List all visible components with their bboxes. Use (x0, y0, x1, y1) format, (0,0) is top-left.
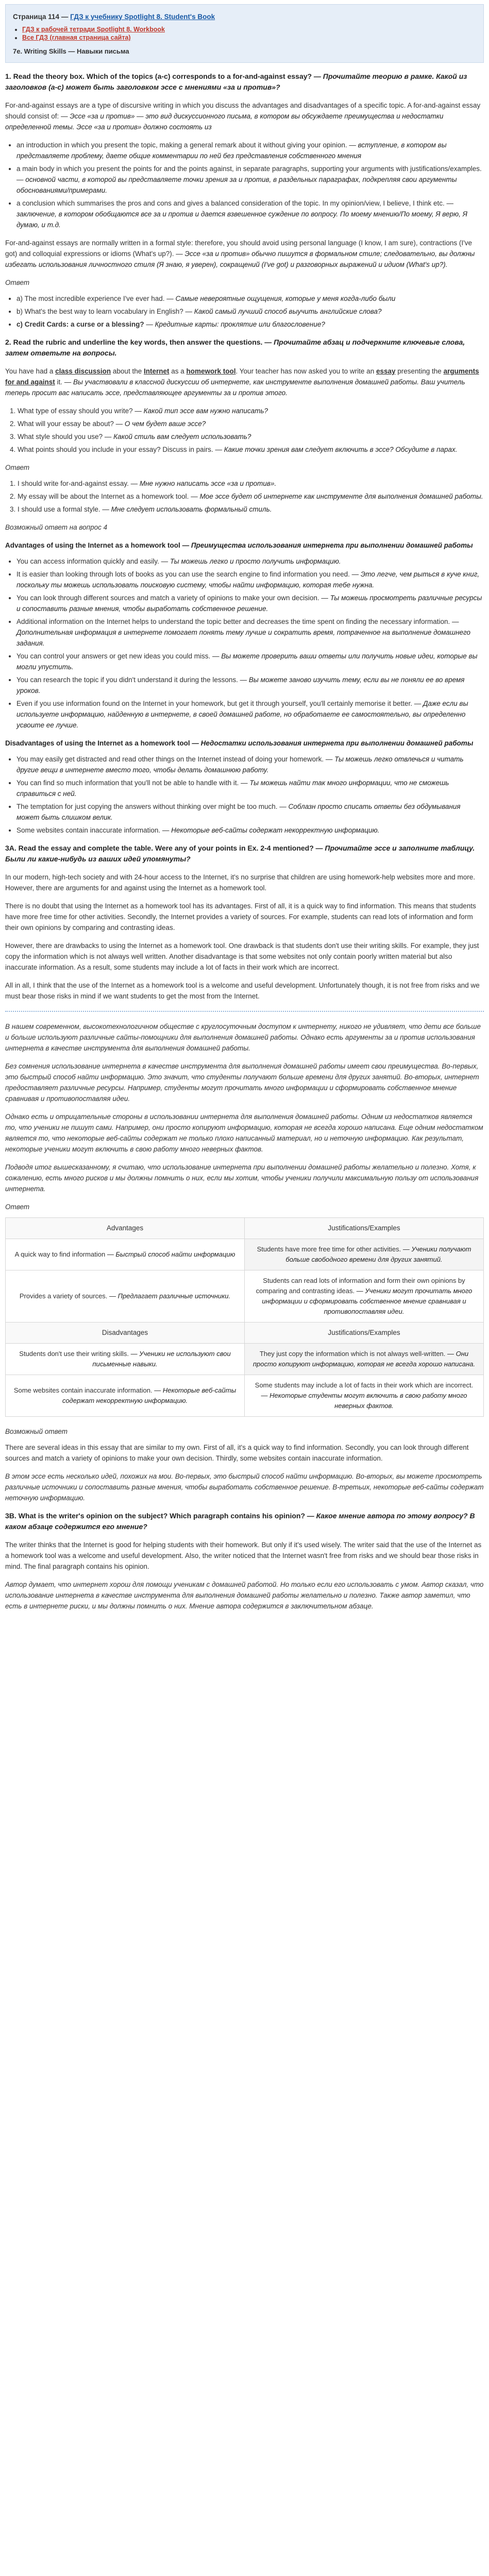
table-cell (245, 1344, 484, 1375)
table-cell (6, 1270, 245, 1323)
text-en: My essay will be about the Internet as a homework tool. (18, 493, 189, 500)
text-ru: — Самые невероятные ощущения, которые у меня когда-либо были (166, 295, 396, 302)
essay-translation-paragraph: В нашем современном, высокотехнологичном обществе с круглосуточным доступом к интернету, никого не удивляет, что дети все больше и больше используют различные сайты-помощники для выполнения домашней работы. Однако есть аргументы за и против использования интернета в качестве инструмента для выполнения домашней работы. (5, 1023, 481, 1052)
text-en: . Your teacher has now asked you to write an (235, 367, 376, 375)
advantages-list (5, 556, 484, 731)
table-cell (245, 1270, 484, 1323)
list-item (16, 198, 484, 230)
list-item (18, 504, 484, 515)
list-item (16, 801, 484, 823)
text-ru: — Недостатки использования интернета при выполнении домашней работы (192, 739, 474, 747)
table-cell (245, 1375, 484, 1417)
list-item (16, 592, 484, 614)
ex2-answers (5, 478, 484, 515)
essay-paragraph: There is no doubt that using the Internet as a homework tool has its advantages. First of all, it is a quick way to find information. This means that students have more free time for other activities. Secondly, the Internet provides a variety of sources. For example, students can read lots of information and form their own opinions by comparing and contrasting ideas. (5, 902, 476, 931)
list-item (16, 825, 484, 836)
ex1-question-en: 1. Read the theory box. Which of the topics (a-c) corresponds to a for-and-against essay? (5, 72, 312, 80)
text-en: about the (111, 367, 144, 375)
page-content (5, 0, 484, 1634)
text-ru: — Кредитные карты: проклятие или благословение? (146, 320, 325, 328)
ex2-question-ru: — Прочитайте абзац и подчеркните ключевые слова, затем ответьте на вопросы. (5, 338, 465, 357)
text-ru: — Ты можешь легко и просто получить информацию. (161, 557, 341, 565)
text-en: Students don't use their writing skills. (19, 1350, 129, 1358)
text-en: You can find so much information that you'll not be able to handle with it. (16, 779, 239, 787)
text-en: a main body in which you present the points for and the points against, in separate paragraphs, supporting your arguments with justifications/examples. (16, 165, 482, 173)
text-ru: — Вы можете проверить ваши ответы или получить новые идеи, которые вы могли упустить. (16, 652, 478, 671)
text-en: Disadvantages of using the Internet as a homework tool (5, 739, 190, 747)
ex2-question-en: 2. Read the rubric and underline the key words, then answer the questions. (5, 338, 263, 346)
advantages-heading (5, 540, 484, 551)
ex3a-question-en: 3A. Read the essay and complete the table. Were any of your points in Ex. 2-4 mentioned? (5, 844, 314, 852)
text-en: What will your essay be about? (18, 420, 114, 428)
ex3a-question-ru: — Прочитайте эссе и заполните таблицу. Были ли какие-нибудь из ваших идей упомянуты? (5, 844, 475, 863)
essay-paragraph: All in all, I think that the use of the Internet as a homework tool is a welcome and useful development. Unfortunately though, it is not free from risks and we must bear those risks in mind if we want students to get the most from the Internet. (5, 981, 480, 1000)
text-ru: — Преимущества использования интернета при выполнении домашней работы (182, 541, 473, 549)
column-header-disadvantages: Disadvantages (6, 1323, 245, 1344)
possible-answer-label: Возможный ответ (5, 1428, 68, 1435)
text-en: For-and-against essays are a type of discursive writing in which you discuss the advantages and disadvantages of a specific topic. A for-and-against essay should consist of: (5, 101, 481, 120)
dotted-divider (5, 1011, 484, 1012)
textbook-link[interactable]: ГДЗ к учебнику Spotlight 8. Student's Book (70, 13, 215, 21)
essay-paragraph: In our modern, high-tech society and with 24-hour access to the Internet, it's no surprise that children are using homework-help websites more and more. However, there are arguments for and against using the Internet as a homework tool. (5, 873, 476, 892)
text-en: Additional information on the Internet helps to understand the topic better and decreases the time spent on finding the necessary information. (16, 618, 450, 625)
text-ru: — Ученики получают больше свободного времени для других занятий. (285, 1245, 471, 1263)
text-ru: — Мне следует использовать формальный стиль. (102, 505, 272, 513)
ex1-theory-list (5, 140, 484, 230)
ex3b-question-ru: — Какое мнение автора по этому вопросу? В каком абзаце содержится его мнение? (5, 1512, 475, 1531)
text-ru: — Предлагает различные источники. (109, 1292, 231, 1300)
table-cell (6, 1375, 245, 1417)
list-item (18, 444, 484, 455)
table-cell (245, 1239, 484, 1270)
text-en: A quick way to find information (14, 1250, 106, 1258)
ex1-theory-p1 (5, 100, 484, 132)
text-ru: — Мое эссе будет об интернете как инструменте для выполнения домашней работы. (191, 493, 483, 500)
text-en: Provides a variety of sources. (19, 1292, 108, 1300)
column-header-justifications: Justifications/Examples (245, 1218, 484, 1239)
text-ru: — Соблазн просто списать ответы без обдумывания может быть слишком велик. (16, 803, 461, 821)
ex1-theory-p2 (5, 238, 484, 270)
list-item (16, 777, 484, 799)
text-ru: — Какой самый лучший способ выучить английские слова? (185, 308, 382, 315)
page-header-box (5, 4, 484, 63)
text-en: Some websites contain inaccurate information. (16, 826, 161, 834)
text-ru: — О чем будет ваше эссе? (115, 420, 206, 428)
text-ru: — Ты можешь просмотреть различные ресурсы и сопоставить разные мнения, чтобы выработать собственное решение. (16, 594, 482, 613)
list-item (18, 431, 484, 442)
text-ru: — Ты можешь найти так много информации, что не сможешь справиться с ней. (16, 779, 449, 798)
ex1-options (5, 293, 484, 330)
ex3b-question (5, 1511, 484, 1532)
text-en: it. (55, 378, 63, 386)
text-ru: — Некоторые веб-сайты содержат некорректную информацию. (162, 826, 380, 834)
text-ru: — Даже если вы используете информацию, найденную в интернете, в своей домашней работе, но обработаете ее самостоятельно, вы определенно усвоите ее лучше. (16, 700, 468, 729)
list-item (18, 405, 484, 416)
text-en: You have had a (5, 367, 56, 375)
column-header-justifications: Justifications/Examples (245, 1323, 484, 1344)
ex3b-answer-ru: Автор думает, что интернет хорош для помощи ученикам с домашней работой. Но только если его использовать с умом. Автор сказал, что использование интернета в качестве инструмента для выполнения домашней работы желательно и полезно. Также автор заметил, что есть в интернете риски, и мы должны помнить о них. Мнение автора содержится в заключительном абзаце. (5, 1581, 484, 1610)
essay-translation-paragraph: Без сомнения использование интернета в качестве инструмента для выполнения домашней работы имеет свои преимущества. Во-первых, это быстрый способ найти информацию. Это значит, что студенты получают больше времени для других занятий. Во-вторых, интернет предоставляет различные ресурсы. Например, студенты могут прочитать много информации и сформировать собственное мнение сравнивая и противопоставляя идеи. (5, 1062, 479, 1103)
disadvantages-list (5, 754, 484, 836)
text-en: You can access information quickly and easily. (16, 557, 159, 565)
ex1-question (5, 71, 484, 93)
text-en: Advantages of using the Internet as a homework tool (5, 541, 180, 549)
list-item (22, 34, 476, 41)
ex2-question (5, 337, 484, 359)
list-item (22, 26, 476, 33)
text-en: b) What's the best way to learn vocabulary in English? (16, 308, 183, 315)
essay-paragraph: However, there are drawbacks to using the Internet as a homework tool. One drawback is that students don't use their writing skills. For example, they just copy the information which is not always well written. Another disadvantage is that some websites not only contain poorly written material but also inaccurate information. As a result, some students may include a lot of facts in their work which are incorrect. (5, 942, 479, 971)
answer-label: Ответ (5, 1203, 30, 1211)
table-row (6, 1344, 484, 1375)
column-header-advantages: Advantages (6, 1218, 245, 1239)
list-item (16, 698, 484, 731)
text-en: I should use a formal style. (18, 505, 100, 513)
list-item (16, 163, 484, 196)
text-en: presenting the (395, 367, 444, 375)
text-en: What style should you use? (18, 433, 103, 440)
text-ru: — Они просто копируют информацию, которая не всегда хорошо написана. (252, 1350, 476, 1368)
ex2-questions (5, 405, 484, 455)
table-header-row (6, 1218, 484, 1239)
text-en: Students can read lots of information and form their own opinions by comparing and contrasting ideas. (256, 1277, 465, 1295)
text-en: Even if you use information found on the Internet in your homework, but get it through yourself, you'll certainly memorise it better. (16, 700, 412, 707)
essay-translation-paragraph: Подводя итог вышесказанному, я считаю, что использование интернета при выполнении домашней работы желательно и полезно. Хотя, к сожалению, есть много рисков и мы должны помнить о них, если мы хотим, чтобы ученики получили максимальную пользу от использования интернета. (5, 1163, 479, 1193)
text-en: It is easier than looking through lots of books as you can use the search engine to find information you need. (16, 570, 350, 578)
workbook-link[interactable]: ГДЗ к рабочей тетради Spotlight 8. Workbook (22, 26, 165, 33)
list-item (16, 293, 484, 304)
section-title: 7e. Writing Skills — Навыки письма (13, 47, 129, 55)
correct-option-en: c) Credit Cards: a curse or a blessing? (16, 320, 144, 328)
answer-label: Ответ (5, 279, 30, 286)
list-item (16, 569, 484, 590)
page-title (13, 13, 476, 21)
essay-translation-paragraph: Однако есть и отрицательные стороны в использовании интернета для выполнения домашней работы. Одним из недостатков является то, что ученики не пишут сами. Например, они просто копируют информацию, которая не всегда хорошо написана. Еще одним недостатком является то, что некоторые веб-сайты содержат не только плохо написанный материал, но и неточную информацию. Как результат, некоторые ученики могут включить в свою работу много неверных фактов. (5, 1113, 483, 1153)
text-ru: — Некоторые студенты могут включить в свою работу много неверных фактов. (261, 1392, 467, 1410)
page-label: Страница 114 — (13, 13, 69, 21)
text-en: You may easily get distracted and read other things on the Internet instead of doing your homework. (16, 755, 324, 763)
list-item (16, 306, 484, 317)
text-ru: — вступление, в котором вы представляете проблему, даете общие комментарии по ней без представления собственного мнения (16, 141, 447, 160)
text-ru: — Некоторые веб-сайты содержат некорректную информацию. (62, 1386, 237, 1404)
text-en: You can control your answers or get new ideas you could miss. (16, 652, 211, 660)
list-item (18, 478, 484, 489)
text-en: They just copy the information which is not always well-written. (259, 1350, 446, 1358)
list-item (16, 616, 484, 649)
text-ru: — Какой тип эссе вам нужно написать? (134, 407, 268, 415)
ex3b-question-en: 3B. What is the writer's opinion on the subject? Which paragraph contains his opinion? (5, 1512, 306, 1520)
key-word: class discussion (55, 367, 111, 375)
list-item (18, 491, 484, 502)
text-en: I should write for-and-against essay. (18, 480, 129, 487)
disadvantages-heading (5, 738, 484, 749)
text-en: For-and-against essays are normally written in a formal style: therefore, you should avoid using personal language (I know, I am sure), contractions (I've got) and colloquial expressions or idioms (What's up?). (5, 239, 473, 258)
text-en: You can research the topic if you didn't understand it during the lessons. (16, 676, 238, 684)
text-ru: — Вы участвовали в классной дискуссии об интернете, как инструменте выполнения домашней работы. Ваш учитель теперь просит вас написать эссе, представляющее аргументы за и против этого. (5, 378, 465, 397)
ex1-question-ru: — Прочитайте теорию в рамке. Какой из заголовков (a-c) может быть заголовком эссе с мнениями «за и против»? (5, 72, 467, 91)
text-en: Some websites contain inaccurate information. (13, 1386, 153, 1394)
text-en: Students have more free time for other activities. (257, 1245, 401, 1253)
text-ru: — Какой стиль вам следует использовать? (104, 433, 251, 440)
text-en: Some students may include a lot of facts in their work which are incorrect. (255, 1381, 474, 1389)
table-row (6, 1239, 484, 1270)
table-header-row (6, 1323, 484, 1344)
table-cell (6, 1239, 245, 1270)
related-links (22, 26, 476, 41)
text-en: as a (169, 367, 187, 375)
text-en: an introduction in which you present the topic, making a general remark about it without giving your opinion. (16, 141, 347, 149)
text-ru: — Ученики не используют свои письменные навыки. (92, 1350, 231, 1368)
list-item (16, 319, 484, 330)
ex3a-question (5, 843, 484, 865)
text-ru: — Эссе «за и против» — это вид дискуссионного письма, в котором вы обсуждаете преимущества и недостатки определенной темы. Эссе «за и против» должно состоять из (5, 112, 444, 131)
list-item (18, 418, 484, 429)
list-item (16, 556, 484, 567)
list-item (16, 651, 484, 672)
list-item (16, 674, 484, 696)
text-en: a) The most incredible experience I've ever had. (16, 295, 165, 302)
text-en: What points should you include in your essay? Discuss in pairs. (18, 446, 213, 453)
possible-answer-ru: В этом эссе есть несколько идей, похожих на мои. Во-первых, это быстрый способ найти информацию. Во-вторых, вы можете просмотреть различные источники и сопоставить разные мнения, чтобы выработать собственное решение. В-третьих, некоторые веб-сайты содержат неточную информацию. (5, 1472, 484, 1502)
text-ru: — Ты можешь легко отвлечься и читать другие вещи в интернете вместо того, чтобы делать домашнюю работу. (16, 755, 464, 774)
table-row (6, 1270, 484, 1323)
possible-answer-en: There are several ideas in this essay that are similar to my own. First of all, it's a quick way to find information. Secondly, you can look through different sources and match a variety of opinions to make your own decision. Thirdly, some websites contain inaccurate information. (5, 1444, 469, 1462)
possible-answer-label: Возможный ответ на вопрос 4 (5, 523, 108, 531)
text-ru: — Быстрый способ найти информацию (107, 1250, 235, 1258)
text-ru: — Это легче, чем рыться в куче книг, поскольку ты можешь использовать поисковую систему, чтобы найти информацию, которая тебе нужна. (16, 570, 480, 589)
key-word: homework tool (186, 367, 236, 375)
pros-cons-table (5, 1217, 484, 1417)
list-item (16, 140, 484, 161)
text-en: You can look through different sources and match a variety of opinions to make your own decision. (16, 594, 319, 602)
key-word: Internet (143, 367, 170, 375)
text-ru: — Ученики могут прочитать много информации и сформировать собственное мнение сравнивая и противопоставляя идеи. (262, 1287, 473, 1315)
all-gdz-link[interactable]: Все ГДЗ (главная страница сайта) (22, 34, 131, 41)
key-word: essay (376, 367, 396, 375)
table-cell (6, 1344, 245, 1375)
text-ru: — Эссе «за и против» обычно пишутся в формальном стиле; следовательно, вы должны избегать использования личностного стиля (Я знаю, я уверен), сокращений (I've got) и разговорных выражений и идиом (What's up?). (5, 250, 475, 268)
text-ru: — заключение, в котором обобщаются все за и против и дается взвешенное суждение по вопросу. По моему мнению/По моему, Я верю, Я думаю, и т.д. (16, 199, 467, 229)
text-ru: — Какие точки зрения вам следует включить в эссе? Обсудите в парах. (215, 446, 458, 453)
answer-label: Ответ (5, 464, 30, 471)
text-ru: — Дополнительная информация в интернете помогает понять тему лучше и сократить время, потраченное на выполнение домашнего задания. (16, 618, 471, 647)
table-row (6, 1375, 484, 1417)
ex2-rubric (5, 366, 484, 398)
text-ru: — основной части, в которой вы представляете точки зрения за и против, в раздельных параграфах, подкрепляя свои аргументы обоснованиями/примерами. (16, 176, 457, 194)
ex3b-answer-en: The writer thinks that the Internet is good for helping students with their homework. But only if it's used wisely. The writer said that the use of the Internet as a homework tool was a welcome and useful development. Also, the writer noticed that the Internet wasn't free from risks and we should bear those risks in mind. The final paragraph contains his opinion. (5, 1541, 482, 1570)
list-item (16, 754, 484, 775)
text-en: a conclusion which summarises the pros and cons and gives a balanced consideration of the topic. In my opinion/view, I believe, I think etc. (16, 199, 445, 207)
key-word: arguments for and against (5, 367, 479, 386)
text-ru: — Мне нужно написать эссе «за и против». (130, 480, 277, 487)
text-ru: — Вы можете заново изучить тему, если вы не поняли ее во время уроков. (16, 676, 465, 694)
text-en: What type of essay should you write? (18, 407, 133, 415)
text-en: The temptation for just copying the answers without thinking over might be too much. (16, 803, 278, 810)
